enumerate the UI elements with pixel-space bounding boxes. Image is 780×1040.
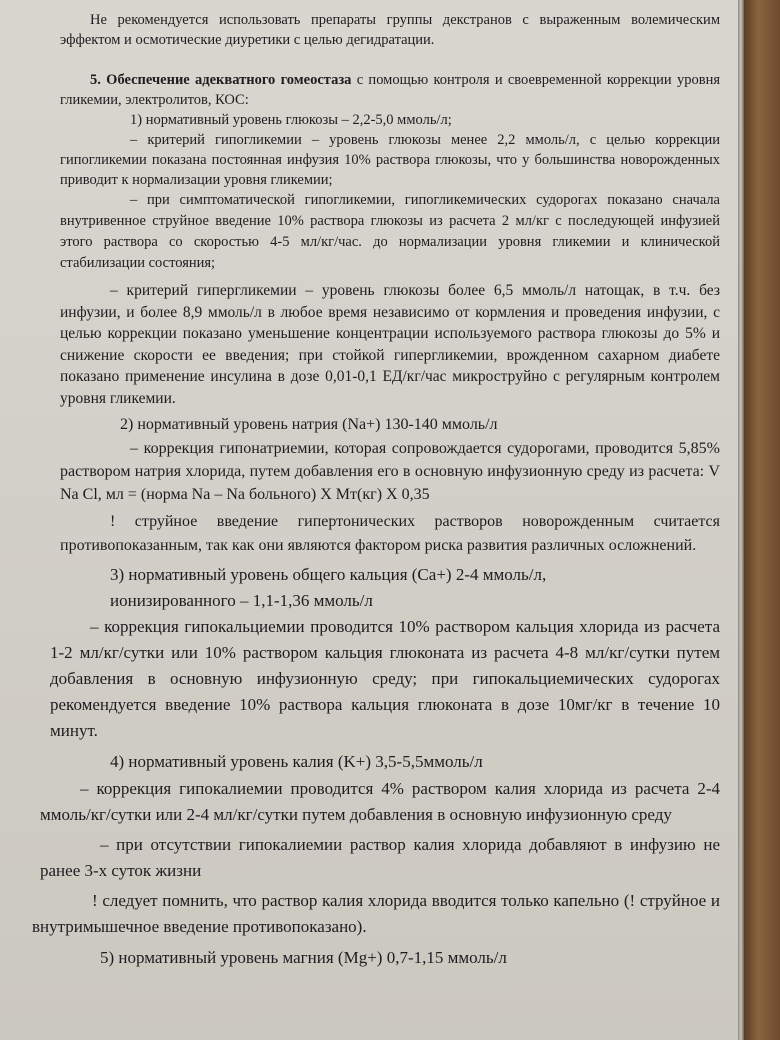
section-heading: 5. Обеспечение адекватного гомеостаза [90,72,352,88]
paragraph-magnesium-norm: 5) нормативный уровень магния (Mg+) 0,7-1,15 ммоль/л [100,948,507,967]
paragraph-hypokalemia: – коррекция гипокалиемии проводится 4% раствором калия хлорида из расчета 2-4 ммоль/кг/сутки или 2-4 мл/кг/сутки путем добавления в основную инфузионную среду [40,779,720,824]
table-surface [744,0,780,1040]
document-text [32,10,720,972]
paragraph-hyperglycemia: – критерий гипергликемии – уровень глюкозы более 6,5 ммоль/л натощак, в т.ч. без инфузии, и более 8,9 ммоль/л в любое время независимо от кормления и проведения инфузии, с целью коррекции показано уменьшение концентрации используемого раствора глюкозы до 5% и снижение скорости ее введения; при стойкой гипергликемии, врожденном сахарном диабете показано применение инсулина в дозе 0,01-0,1 ЕД/кг/час микроструйно с регулярным контролем уровня гликемии. [60,282,720,407]
paragraph-calcium-norm: 3) нормативный уровень общего кальция (Ca+) 2-4 ммоль/л, [110,565,547,584]
paragraph-glucose-norm: 1) нормативный уровень глюкозы – 2,2-5,0 ммоль/л; [130,112,452,128]
paragraph-hypocalcemia: – коррекция гипокальциемии проводится 10% раствором кальция хлорида из расчета 1-2 мл/кг/сутки или 10% раствором кальция глюконата из расчета 4-8 мл/кг/сутки путем добавления в основную инфузионную среду; при гипокальциемических судорогах рекомендуется введение 10% раствора кальция глюконата в дозе 10мг/кг в течение 10 минут. [50,617,720,740]
paragraph-hypertonic-warning: ! струйное введение гипертонических растворов новорожденным считается противопоказанным, так как они являются фактором риска развития различных осложнений. [60,513,720,554]
paragraph-sodium-norm: 2) нормативный уровень натрия (Na+) 130-140 ммоль/л [120,416,498,433]
paragraph-potassium-warning: ! следует помнить, что раствор калия хлорида вводится только капельно (! струйное и внутримышечное введение противопоказано). [32,891,720,936]
paragraph-hypoglycemia: – критерий гипогликемии – уровень глюкозы менее 2,2 ммоль/л, с целью коррекции гипогликемии показана постоянная инфузия 10% раствора глюкозы, что у большинства новорожденных приводит к нормализации уровня гликемии; [60,132,720,188]
paragraph-ionized-calcium: ионизированного – 1,1-1,36 ммоль/л [110,591,373,610]
paragraph-dextran: Не рекомендуется использовать препараты группы декстранов с выраженным волемическим эффектом и осмотические диуретики с целью дегидратации. [60,12,720,48]
section-heading-rest: с помощью контроля и своевременной коррекции уровня гликемии, электролитов, КОС: [60,72,720,108]
paragraph-potassium-norm: 4) нормативный уровень калия (K+) 3,5-5,5ммоль/л [110,752,483,771]
paragraph-symptomatic-hypoglycemia: – при симптоматической гипогликемии, гипогликемических судорогах показано сначала внутривенное струйное введение 10% раствора глюкозы из расчета 2 мл/кг с последующей инфузией этого раствора со скоростью 4-5 мл/кг/час. до нормализации уровня гликемии и клинической стабилизации состояния; [60,192,720,271]
paragraph-homeostasis [60,70,720,110]
paragraph-hyponatremia: – коррекция гипонатриемии, которая сопровождается судорогами, проводится 5,85% раствором натрия хлорида, путем добавления его в основную инфузионную среду из расчета: V Na Cl, мл = (норма Na – Na больного) Х Мт(кг) Х 0,35 [60,440,720,503]
paragraph-no-hypokalemia: – при отсутствии гипокалиемии раствор калия хлорида добавляют в инфузию не ранее 3-х суток жизни [40,835,720,880]
